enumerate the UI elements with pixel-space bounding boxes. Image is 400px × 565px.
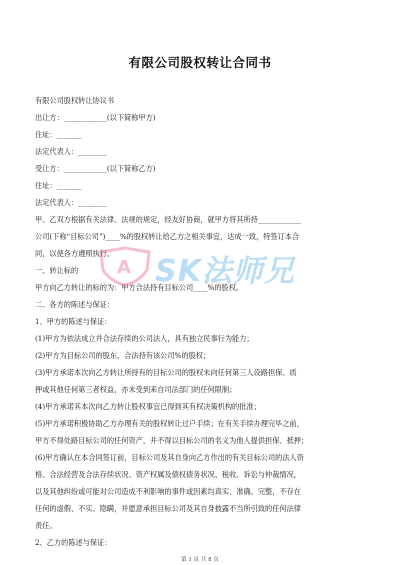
svg-text:A: A [117, 257, 131, 278]
section-heading: 一、转让标的 [35, 266, 79, 275]
body-line: 甲方不得处路目标公司的任何资产，并不得以目标公司的名义为他人提供担保、抵押； [35, 436, 309, 445]
body-line: 住址：_______ [35, 130, 82, 139]
document-title: 有限公司股权转让合同书 [128, 55, 272, 70]
body-line: (6)甲方确认在本合同签订前，目标公司及其自身向乙方作出的有关目标公司的法人资 [35, 453, 304, 462]
body-line: 以及其他纠纷或可能对公司造成不利影响的事件或因素均真实、准确、完整，不存在 [35, 487, 301, 496]
body-line: (3)甲方承诺本次向乙方转让所持有的目标公司的股权未向任何第三人设路担保、质 [35, 368, 297, 377]
body-line: 法定代表人：________ [35, 147, 107, 156]
body-line: 同，以使各方遵照执行。 [35, 249, 115, 258]
document-subtitle: 有限公司股权转让协议书 [35, 96, 115, 105]
body-line: 甲、乙双方根据有关法律、法规的规定，经友好协商，就甲方将其所持____________ [35, 215, 301, 224]
body-line: (2)甲方为目标公司的股东，合法持有该公司%的股权； [35, 351, 211, 360]
body-line: (5)甲方承诺积极协助乙方办理有关的股权转让过户手续；在有关手续办理完毕之前， [35, 419, 304, 428]
body-line: 格、合法经营及合法存续状况、资产权属及债权债务状况、税收、诉讼与仲裁情况， [35, 470, 301, 479]
body-line: (1)甲方为依法成立并合法存续的公司法人，具有独立民事行为能力； [35, 334, 254, 343]
body-line: 责任。 [35, 521, 57, 530]
body-line: 任何的虚假、不实、隐瞒，并愿意承担目标公司及其自身披露不当所引致的任何法律 [35, 504, 301, 513]
body-line: 甲方向乙方转让的标的为：甲方合法持有目标公司____%的股权。 [35, 283, 244, 292]
body-line: 公司(下称“目标公司”)____%的股权转让给乙方之相关事宜，达成一致，特签订本合 [35, 232, 300, 241]
page-footer: 第 1 页 共 8 页 [181, 557, 219, 563]
subsection-heading: 1、甲方的陈述与保证： [35, 317, 112, 326]
body-line: 押或其他任何第三者权益，亦未受到来自司法部门的任何限制； [35, 385, 237, 394]
body-line: 住址：_______ [35, 181, 82, 190]
section-heading: 二、各方的陈述与保证： [35, 300, 115, 309]
subsection-heading: 2、乙方的陈述与保证： [35, 538, 112, 547]
body-line: 出让方：____________(以下简称甲方) [35, 113, 156, 122]
watermark-text: SK法师兄 [155, 254, 295, 289]
body-line: (4)甲方承诺其本次向乙方转让股权事宜已得到其有权决策机构的批准； [35, 402, 261, 411]
body-line: 受让方：____________(以下简称乙方) [35, 164, 156, 173]
body-line: 法定代表人：________ [35, 198, 107, 207]
